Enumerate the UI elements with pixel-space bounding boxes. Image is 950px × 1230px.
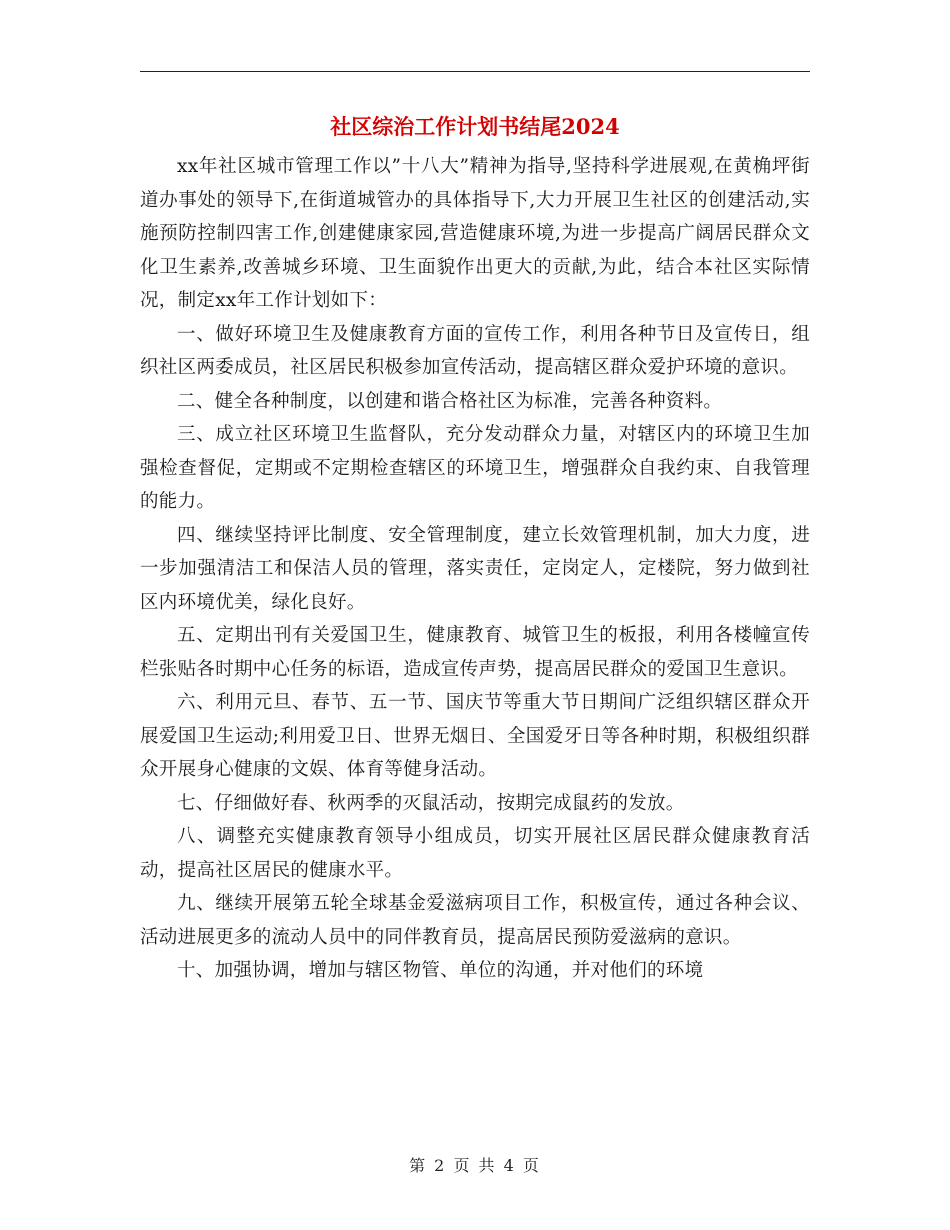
- document-body: [140, 150, 810, 988]
- page-number: 第 2 页 共 4 页: [409, 1156, 541, 1175]
- paragraph-item-4: 四、继续坚持评比制度、安全管理制度，建立长效管理机制，加大力度，进一步加强清洁工和保洁人员的管理，落实责任，定岗定人，定楼院，努力做到社区内环境优美，绿化良好。: [140, 524, 810, 613]
- paragraph-item-7: 七、仔细做好春、秋两季的灭鼠活动，按期完成鼠药的发放。: [177, 792, 685, 814]
- document-title: 社区综治工作计划书结尾2024: [330, 114, 620, 139]
- paragraph-item-10: 十、加强协调，增加与辖区物管、单位的沟通，并对他们的环境: [177, 960, 704, 981]
- header-rule: [140, 71, 810, 72]
- paragraph-item-6: 六、利用元旦、春节、五一节、国庆节等重大节日期间广泛组织辖区群众开展爱国卫生运动;利用爱卫日、世界无烟日、全国爱牙日等各种时期，积极组织群众开展身心健康的文娱、体育等健身活动。: [140, 692, 810, 780]
- paragraph-item-5: 五、定期出刊有关爱国卫生，健康教育、城管卫生的板报，利用各楼幢宣传栏张贴各时期中心任务的标语，造成宣传声势，提高居民群众的爱国卫生意识。: [140, 625, 810, 680]
- paragraph-item-9: 九、继续开展第五轮全球基金爱滋病项目工作，积极宣传，通过各种会议、活动进展更多的流动人员中的同伴教育员，提高居民预防爱滋病的意识。: [140, 893, 810, 948]
- paragraph-item-3: 三、成立社区环境卫生监督队，充分发动群众力量，对辖区内的环境卫生加强检查督促，定期或不定期检查辖区的环境卫生，增强群众自我约束、自我管理的能力。: [140, 424, 810, 512]
- paragraph-item-8: 八、调整充实健康教育领导小组成员，切实开展社区居民群众健康教育活动，提高社区居民的健康水平。: [140, 826, 810, 881]
- paragraph-item-1: 一、做好环境卫生及健康教育方面的宣传工作，利用各种节日及宣传日，组织社区两委成员，社区居民积极参加宣传活动，提高辖区群众爱护环境的意识。: [140, 323, 810, 378]
- paragraph-item-2: 二、健全各种制度，以创建和谐合格社区为标准，完善各种资料。: [177, 390, 723, 412]
- paragraph-intro: xx年社区城市管理工作以”十八大”精神为指导,坚持科学进展观,在黄桷坪街道办事处的领导下,在街道城管办的具体指导下,大力开展卫生社区的创建活动,实施预防控制四害工作,创建健康家园,营造健康环境,为进一步提高广阔居民群众文化卫生素养,改善城乡环境、卫生面貌作出更大的贡献,为此，结合本社区实际情况，制定xx年工作计划如下：: [140, 156, 810, 311]
